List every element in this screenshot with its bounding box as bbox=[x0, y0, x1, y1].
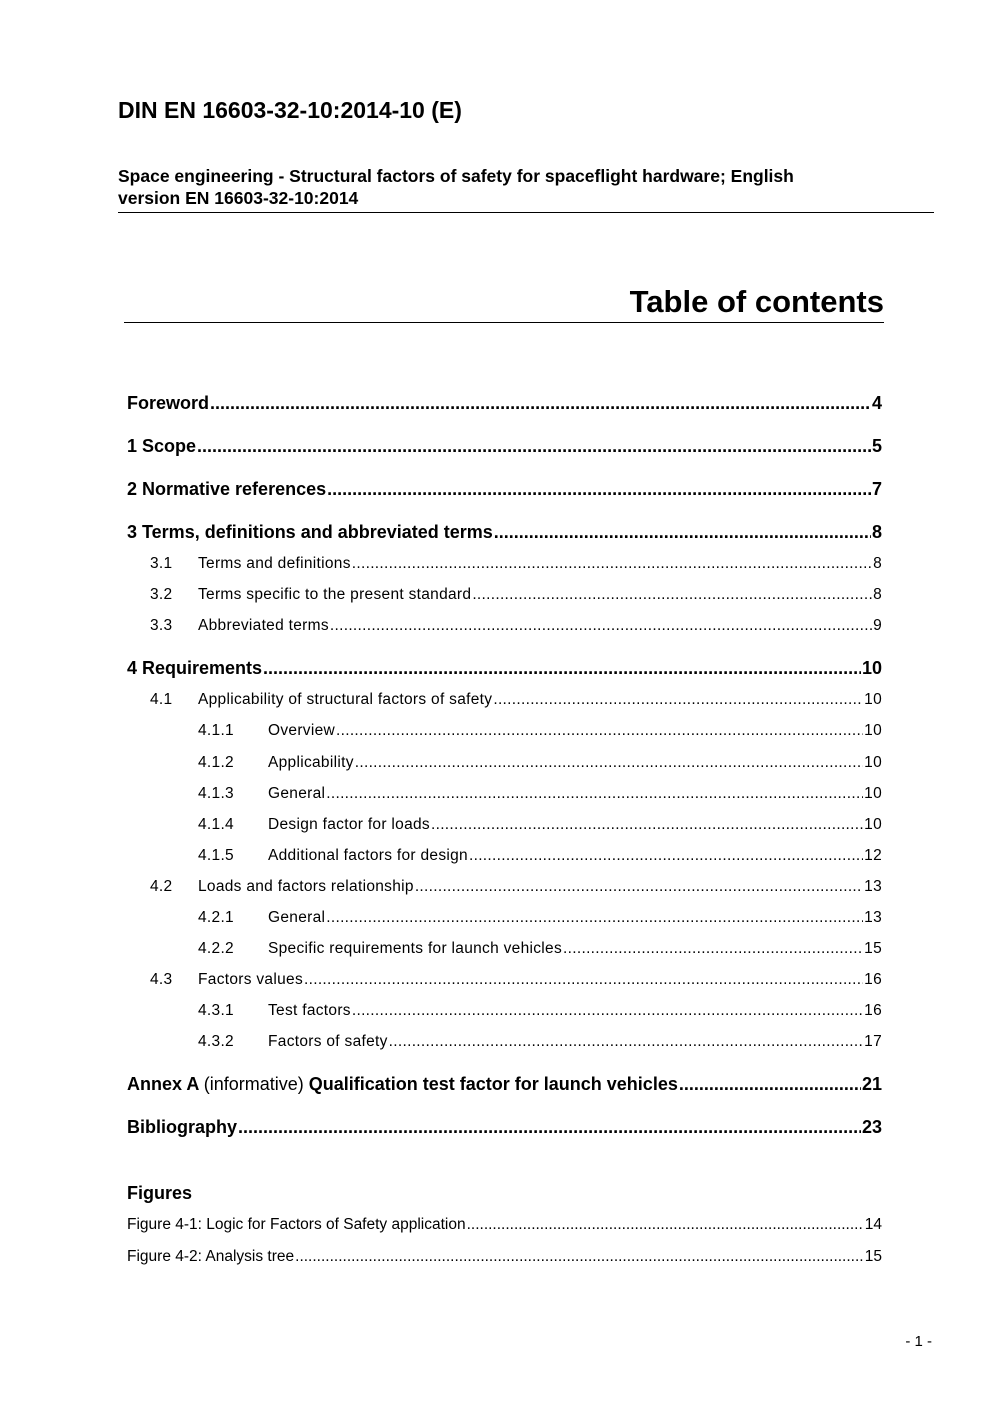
toc-entry-page: 9 bbox=[873, 617, 882, 634]
toc-entry-title: Terms specific to the present standard bbox=[198, 586, 472, 603]
toc-entry-foreword[interactable] bbox=[127, 393, 882, 414]
toc-entry-title: General bbox=[268, 909, 326, 926]
toc-entry-page: 17 bbox=[864, 1033, 882, 1050]
toc-entry-title: Foreword bbox=[127, 393, 210, 413]
toc-entry-4-1-5[interactable] bbox=[127, 847, 882, 865]
subtitle-line-2: version EN 16603-32-10:2014 bbox=[118, 188, 359, 208]
toc-entry-title: Additional factors for design bbox=[268, 847, 468, 864]
dot-leader bbox=[352, 1002, 863, 1020]
toc-entry-title: 3 Terms, definitions and abbreviated terms bbox=[127, 522, 493, 542]
toc-entry-title: 1 Scope bbox=[127, 436, 197, 456]
toc-entry-number: 3.2 bbox=[150, 586, 173, 603]
toc-entry-title: Factors values bbox=[198, 971, 303, 988]
dot-leader bbox=[415, 878, 863, 896]
toc-entry-4-3-2[interactable] bbox=[127, 1033, 882, 1051]
dot-leader bbox=[330, 617, 872, 635]
toc-entry-page: 10 bbox=[864, 691, 882, 708]
toc-entry-number: 4.1.2 bbox=[198, 754, 234, 771]
dot-leader bbox=[494, 522, 871, 543]
toc-entry-number: 4.2 bbox=[150, 878, 173, 895]
dot-leader bbox=[238, 1117, 861, 1138]
toc-title-block bbox=[124, 282, 884, 323]
toc-entry-page: 8 bbox=[871, 522, 882, 542]
figure-entry-page: 14 bbox=[864, 1216, 882, 1233]
toc-entry-title: Abbreviated terms bbox=[198, 617, 329, 634]
toc-entry-page: 13 bbox=[864, 909, 882, 926]
toc-entry-page: 10 bbox=[864, 785, 882, 802]
document-id: DIN EN 16603-32-10:2014-10 (E) bbox=[118, 97, 462, 123]
toc-entry-page: 10 bbox=[861, 658, 882, 678]
toc-entry-terms[interactable] bbox=[127, 522, 882, 543]
toc-title: Table of contents bbox=[629, 284, 884, 319]
dot-leader bbox=[304, 971, 863, 989]
document-header bbox=[118, 95, 934, 125]
toc-entry-3-1[interactable] bbox=[127, 555, 882, 573]
toc-entry-title: 2 Normative references bbox=[127, 479, 327, 499]
dot-leader bbox=[197, 436, 871, 457]
toc-entry-4-1-4[interactable] bbox=[127, 816, 882, 834]
toc-entry-number: 4.3 bbox=[150, 971, 173, 988]
toc-entry-title: Terms and definitions bbox=[198, 555, 351, 572]
toc-entry-title: Test factors bbox=[268, 1002, 351, 1019]
toc-entry-page: 21 bbox=[861, 1074, 882, 1094]
toc-entry-page: 5 bbox=[871, 436, 882, 456]
toc-entry-page: 23 bbox=[861, 1117, 882, 1137]
dot-leader bbox=[472, 586, 872, 604]
toc-entry-title: General bbox=[268, 785, 326, 802]
toc-entry-page: 10 bbox=[864, 816, 882, 833]
toc-entry-number: 3.3 bbox=[150, 617, 173, 634]
toc-entry-3-3[interactable] bbox=[127, 617, 882, 635]
dot-leader bbox=[210, 393, 871, 414]
toc-entry-title: Loads and factors relationship bbox=[198, 878, 414, 895]
toc-entry-number: 4.2.1 bbox=[198, 909, 234, 926]
toc-entry-4-1-3[interactable] bbox=[127, 785, 882, 803]
figure-entry-title: Figure 4-1: Logic for Factors of Safety application bbox=[127, 1216, 466, 1233]
toc-entry-number: 4.1.3 bbox=[198, 785, 234, 802]
toc-entry-4-2-2[interactable] bbox=[127, 940, 882, 958]
toc-entry-page: 4 bbox=[871, 393, 882, 413]
toc-entry-4-3[interactable] bbox=[127, 971, 882, 989]
toc-entry-number: 4.1 bbox=[150, 691, 173, 708]
figure-entry-title: Figure 4-2: Analysis tree bbox=[127, 1248, 295, 1265]
toc-entry-title: Qualification test factor for launch vehicles bbox=[308, 1074, 678, 1094]
toc-entry-number: 4.1.4 bbox=[198, 816, 234, 833]
toc-entry-title: Bibliography bbox=[127, 1117, 238, 1137]
dot-leader bbox=[336, 722, 863, 740]
toc-entry-number: 4.2.2 bbox=[198, 940, 234, 957]
figures-heading: Figures bbox=[127, 1183, 193, 1203]
toc-entry-page: 8 bbox=[873, 555, 882, 572]
dot-leader bbox=[352, 555, 872, 573]
toc-entry-number: 4.1.1 bbox=[198, 722, 234, 739]
dot-leader bbox=[263, 658, 861, 679]
toc-entry-4-1-1[interactable] bbox=[127, 722, 882, 740]
toc-entry-title: 4 Requirements bbox=[127, 658, 263, 678]
toc-entry-page: 13 bbox=[864, 878, 882, 895]
toc-entry-4-2-1[interactable] bbox=[127, 909, 882, 927]
dot-leader bbox=[326, 909, 863, 927]
toc-entry-normative-references[interactable] bbox=[127, 479, 882, 500]
figure-entry-4-2[interactable] bbox=[127, 1248, 882, 1266]
toc-entry-page: 15 bbox=[864, 940, 882, 957]
toc-entry-page: 10 bbox=[864, 722, 882, 739]
toc-entry-4-2[interactable] bbox=[127, 878, 882, 896]
toc-entry-title: Applicability of structural factors of safety bbox=[198, 691, 493, 708]
toc-entry-annex-a[interactable] bbox=[127, 1074, 882, 1095]
toc-entry-number: 4.1.5 bbox=[198, 847, 234, 864]
toc-entry-page: 8 bbox=[873, 586, 882, 603]
figure-entry-4-1[interactable] bbox=[127, 1216, 882, 1234]
toc-entry-requirements[interactable] bbox=[127, 658, 882, 679]
figure-entry-page: 15 bbox=[864, 1248, 882, 1265]
annex-prefix: Annex A bbox=[127, 1074, 199, 1094]
toc-entry-4-3-1[interactable] bbox=[127, 1002, 882, 1020]
toc-entry-title: Factors of safety bbox=[268, 1033, 388, 1050]
dot-leader bbox=[679, 1074, 861, 1095]
toc-entry-page: 10 bbox=[864, 754, 882, 771]
toc-entry-page: 16 bbox=[864, 1002, 882, 1019]
dot-leader bbox=[327, 479, 871, 500]
dot-leader bbox=[563, 940, 863, 958]
toc-entry-3-2[interactable] bbox=[127, 586, 882, 604]
toc-entry-page: 12 bbox=[864, 847, 882, 864]
toc-entry-page: 7 bbox=[871, 479, 882, 499]
toc-entry-scope[interactable] bbox=[127, 436, 882, 457]
dot-leader bbox=[295, 1248, 864, 1266]
document-subtitle bbox=[118, 165, 934, 213]
toc-entry-number: 3.1 bbox=[150, 555, 173, 572]
toc-entry-title: Overview bbox=[268, 722, 335, 739]
dot-leader bbox=[355, 754, 863, 772]
subtitle-line-1: Space engineering - Structural factors of safety for spaceflight hardware; English bbox=[118, 166, 794, 186]
toc-entry-page: 16 bbox=[864, 971, 882, 988]
dot-leader bbox=[389, 1033, 863, 1051]
dot-leader bbox=[469, 847, 863, 865]
toc-entry-4-1[interactable] bbox=[127, 691, 882, 709]
toc-entry-title: Design factor for loads bbox=[268, 816, 430, 833]
dot-leader bbox=[431, 816, 863, 834]
toc-entry-title: Specific requirements for launch vehicles bbox=[268, 940, 563, 957]
toc-entry-title: Applicability bbox=[268, 754, 354, 771]
page-number: - 1 - bbox=[905, 1333, 932, 1350]
toc-entry-number: 4.3.2 bbox=[198, 1033, 234, 1050]
dot-leader bbox=[467, 1216, 864, 1234]
toc-entry-number: 4.3.1 bbox=[198, 1002, 234, 1019]
dot-leader bbox=[493, 691, 863, 709]
annex-qualifier: (informative) bbox=[203, 1074, 304, 1094]
toc-entry-4-1-2[interactable] bbox=[127, 754, 882, 772]
toc-entry-bibliography[interactable] bbox=[127, 1117, 882, 1138]
dot-leader bbox=[326, 785, 863, 803]
